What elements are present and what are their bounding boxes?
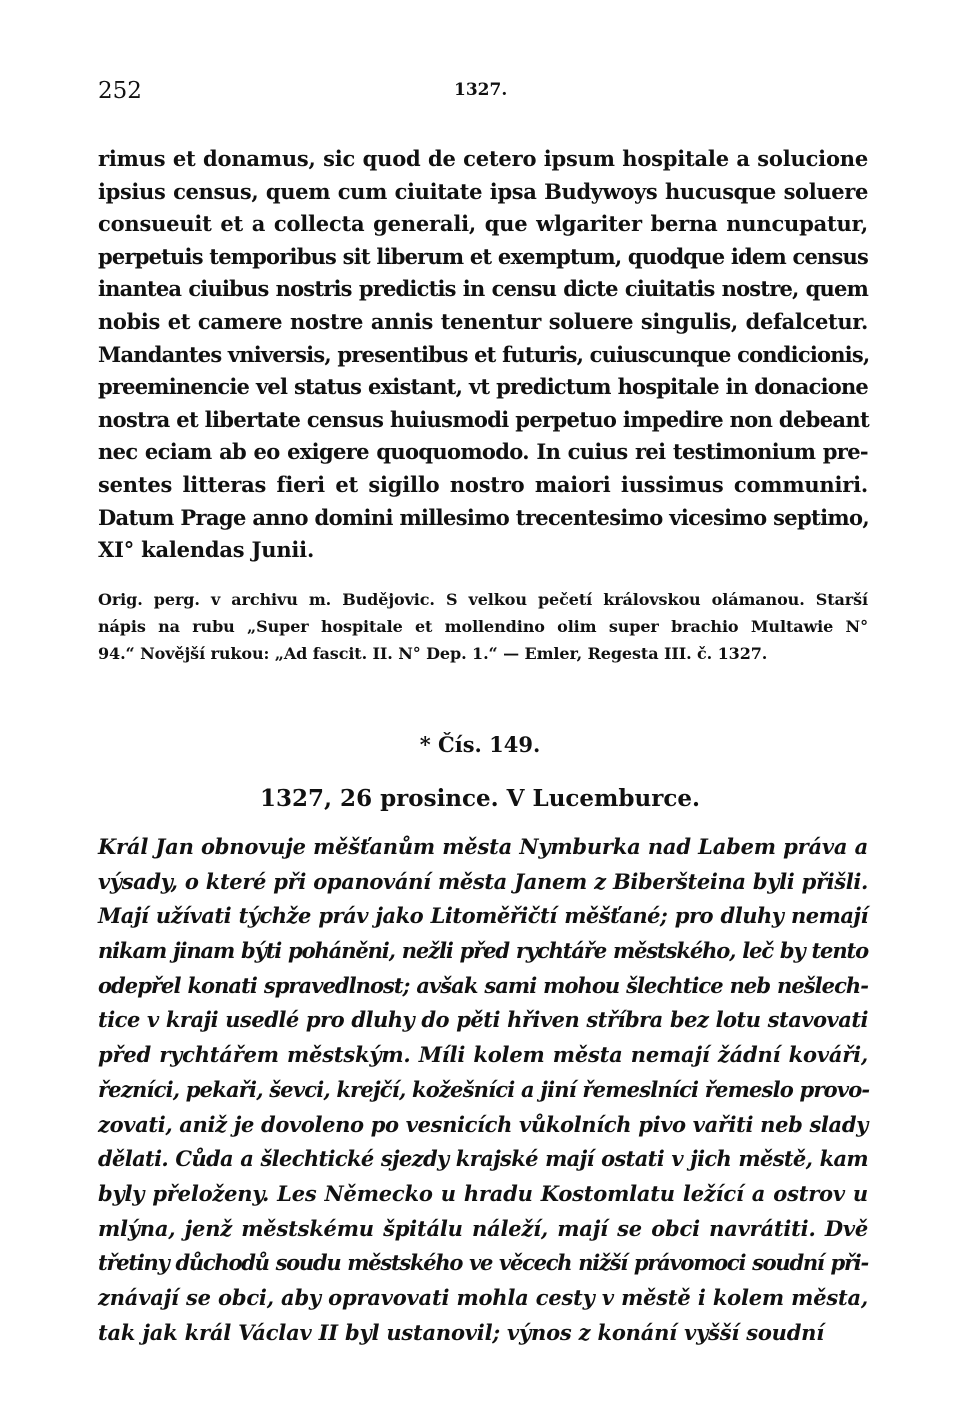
source-note-line: Orig. perg. v archivu m. Budějovic. S velkou pečetí královskou olámanou. Starší — [98, 590, 868, 609]
summary-text-line: Král Jan obnovuje měšťanům města Nymburka nad Labem práva a — [98, 834, 868, 859]
summary-text-line: zovati, aniž je dovoleno po vesnicích vůkolních pivo vařiti neb slady — [98, 1111, 868, 1137]
charter-text — [98, 143, 868, 567]
charter-text-line: Mandantes vniversis, presentibus et futuris, cuiuscunque condicionis, — [98, 341, 870, 367]
page-header — [98, 78, 868, 108]
document-date-heading: 1327, 26 prosince. V Lucemburce. — [260, 785, 700, 812]
charter-text-line: preeminencie vel status existant, vt predictum hospitale in donacione — [98, 374, 868, 400]
summary-text-line: tice v kraji usedlé pro dluhy do pěti hřiven stříbra bez lotu stavovati — [98, 1007, 868, 1033]
charter-text-line: sentes litteras fieri et sigillo nostro maiori iussimus communiri. — [98, 471, 868, 497]
czech-summary — [98, 830, 868, 1350]
charter-text-line: nostra et libertate census huiusmodi perpetuo impedire non debeant — [98, 406, 870, 432]
summary-text-line: před rychtářem městským. Míli kolem města nemají žádní kováři, — [98, 1042, 868, 1068]
summary-text-line: znávají se obci, aby opravovati mohla cesty v městě i kolem města, — [98, 1284, 868, 1310]
summary-text-line: nikam jinam býti poháněni, nežli před rychtáře městského, leč by tento — [98, 938, 868, 964]
charter-text-line: consueuit et a collecta generali, que wlgariter berna nuncupatur, — [98, 211, 868, 237]
summary-text-line: tak jak král Václav II byl ustanovil; výnos z konání vyšší soudní — [98, 1319, 825, 1345]
charter-text-line: Datum Prage anno domini millesimo trecentesimo vicesimo septimo, — [98, 504, 869, 530]
summary-text-line: řezníci, pekaři, ševci, krejčí, kožešníci a jiní řemeslníci řemeslo provo- — [98, 1076, 870, 1102]
summary-text-line: dělati. Cůda a šlechtické sjezdy krajské mají ostati v jich městě, kam — [98, 1146, 868, 1172]
summary-text-line: mlýna, jenž městskému špitálu náleží, mají se obci navrátiti. Dvě — [98, 1215, 868, 1241]
charter-text-line: inantea ciuibus nostris predictis in censu dicte ciuitatis nostre, quem — [98, 276, 868, 302]
source-note-line: 94.“ Novější rukou: „Ad fascit. II. N° Dep. 1.“ — Emler, Regesta III. č. 1327. — [98, 644, 768, 663]
charter-text-line: nec eciam ab eo exigere quoquomodo. In cuius rei testimonium pre- — [98, 439, 868, 465]
source-note-line: nápis na rubu „Super hospitale et mollendino olim super brachio Multawie N° — [98, 617, 868, 636]
charter-text-line: rimus et donamus, sic quod de cetero ipsum hospitale a solucione — [98, 146, 868, 171]
summary-text-line: odepřel konati spravedlnost; avšak sami mohou šlechtice neb nešlech- — [98, 972, 868, 998]
page-number: 252 — [98, 78, 142, 104]
charter-text-line: XI° kalendas Junii. — [98, 537, 315, 563]
summary-text-line: výsady, o které při opanování města Janem z Biberšteina byli přišli. — [98, 868, 868, 894]
summary-text-line: byly přeloženy. Les Německo u hradu Kostomlatu ležící a ostrov u — [98, 1180, 868, 1206]
charter-text-line: ipsius census, quem cum ciuitate ipsa Budywoys hucusque soluere — [98, 178, 868, 204]
running-head-year: 1327. — [454, 80, 508, 100]
summary-text-line: Mají užívati týchže práv jako Litoměřičtí měšťané; pro dluhy nemají — [98, 903, 868, 929]
source-note — [98, 586, 868, 667]
summary-text-line: třetiny důchodů soudu městského ve věcech nižší právomoci soudní při- — [98, 1250, 868, 1276]
document-number-heading: * Čís. 149. — [419, 732, 541, 757]
charter-text-line: perpetuis temporibus sit liberum et exemptum, quodque idem census — [98, 243, 868, 269]
charter-text-line: nobis et camere nostre annis tenentur soluere singulis, defalcetur. — [98, 308, 868, 334]
